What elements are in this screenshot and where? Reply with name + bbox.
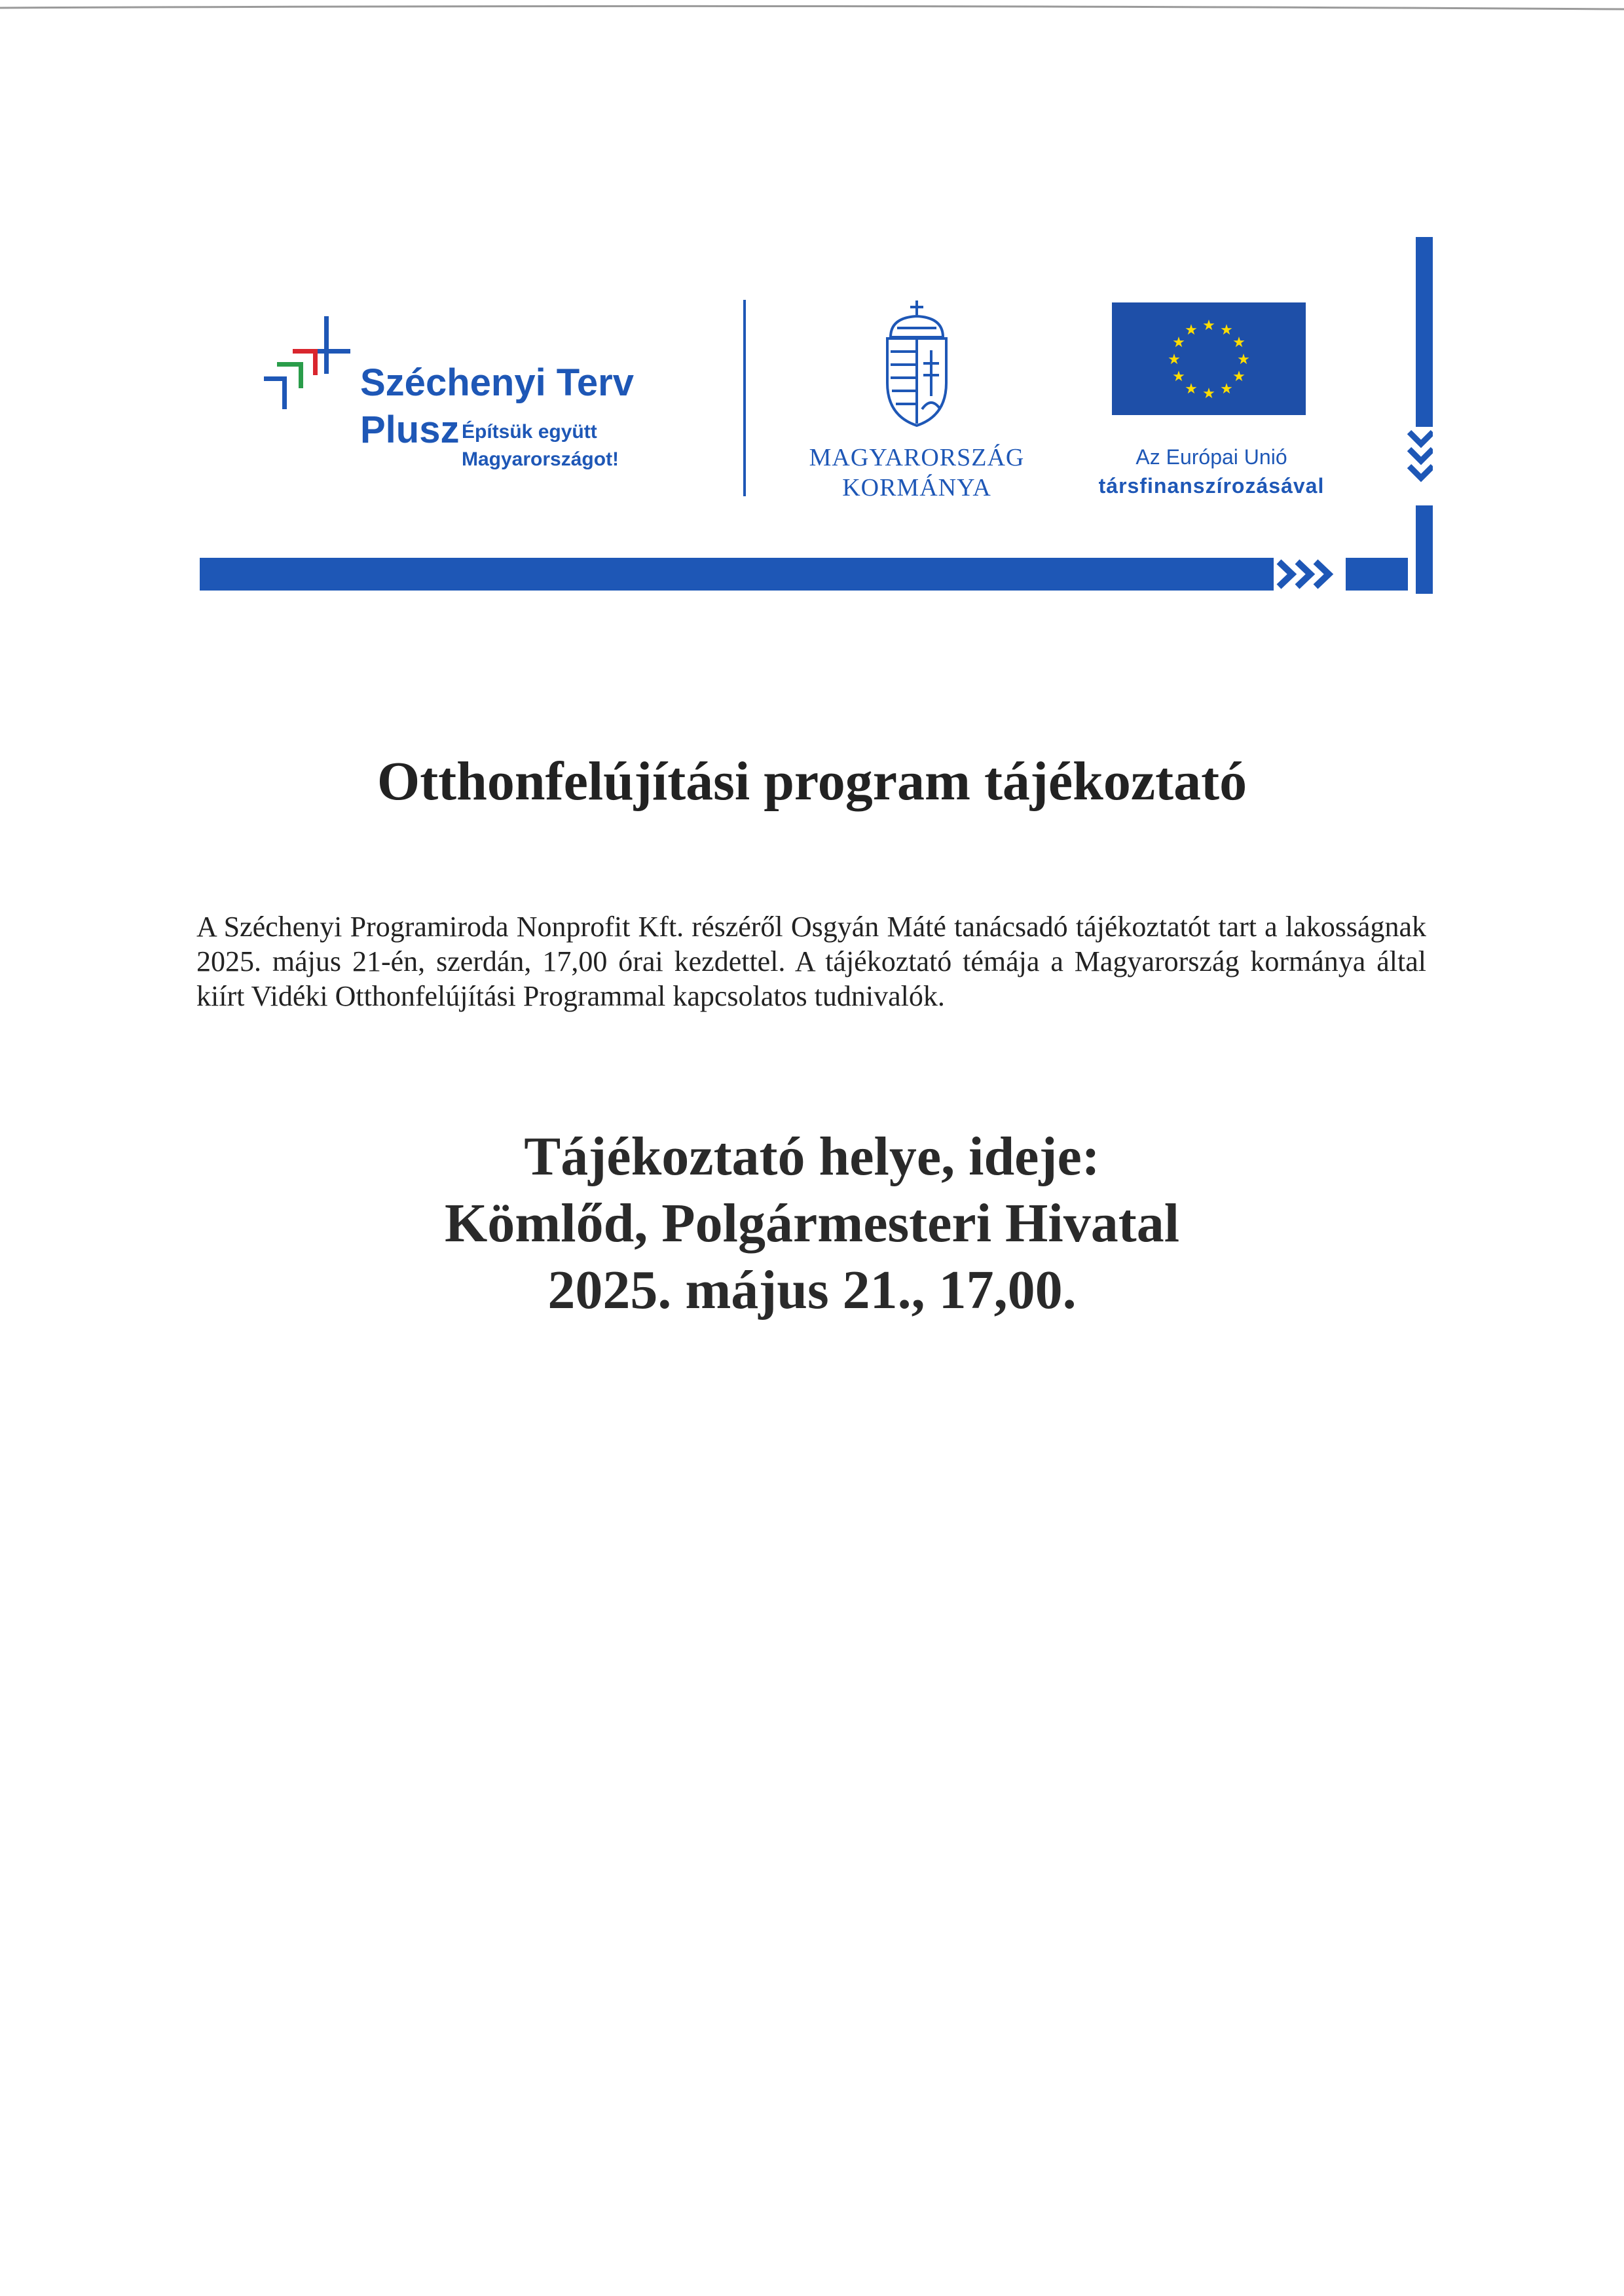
svg-text:★: ★ (1202, 318, 1215, 334)
info-place: Kömlőd, Polgármesteri Hivatal (444, 1193, 1180, 1254)
frame-vertical-bar (1407, 237, 1433, 594)
svg-text:★: ★ (1185, 322, 1198, 338)
government-logo (792, 298, 1041, 507)
szechenyi-title-line2: Plusz (360, 409, 460, 451)
szechenyi-terv-logo (259, 311, 704, 494)
scan-edge-line (0, 4, 1624, 12)
info-heading: Tájékoztató helye, ideje: (524, 1126, 1100, 1187)
document-title: Otthonfelújítási program tájékoztató (377, 751, 1247, 812)
svg-text:★: ★ (1232, 335, 1246, 351)
chevrons-right-icon (1274, 558, 1346, 591)
svg-text:★: ★ (1237, 352, 1250, 368)
government-name-line1: MAGYARORSZÁG (809, 444, 1025, 471)
szechenyi-slogan-line2: Magyarországot! (462, 448, 619, 470)
eu-flag (1112, 302, 1306, 415)
svg-text:★: ★ (1172, 369, 1185, 385)
eu-stars-icon (1112, 302, 1306, 415)
eu-text-line1: Az Európai Unió (1135, 445, 1287, 469)
eu-logo (1067, 302, 1356, 499)
coat-of-arms-icon (871, 298, 963, 429)
svg-text:★: ★ (1185, 381, 1198, 397)
frame-horizontal-bar (200, 558, 1408, 591)
svg-text:★: ★ (1168, 352, 1181, 368)
szechenyi-cross-icon (259, 311, 357, 416)
szechenyi-slogan-line1: Építsük együtt (462, 421, 597, 443)
government-name-line2: KORMÁNYA (842, 474, 991, 501)
svg-text:★: ★ (1202, 386, 1215, 402)
svg-text:★: ★ (1232, 369, 1246, 385)
szechenyi-title-line1: Széchenyi Terv (360, 361, 635, 404)
info-date: 2025. május 21., 17,00. (547, 1260, 1077, 1321)
logo-divider (743, 300, 746, 496)
announcement-paragraph: A Széchenyi Programiroda Nonprofit Kft. részéről Osgyán Máté tanácsadó tájékoztatót tart a lakosságnak 2025. május 21-én, szerdán, 17,00 órai kezdettel. A tájékoztató témája a Magyarország kormánya által kiírt Vidéki Otthonfelújítási Programmal kapcsolatos tudnivalók. (196, 911, 1426, 1012)
svg-text:★: ★ (1220, 322, 1233, 338)
svg-text:★: ★ (1220, 381, 1233, 397)
eu-text-line2: társfinanszírozásával (1098, 474, 1325, 498)
svg-text:★: ★ (1172, 335, 1185, 351)
